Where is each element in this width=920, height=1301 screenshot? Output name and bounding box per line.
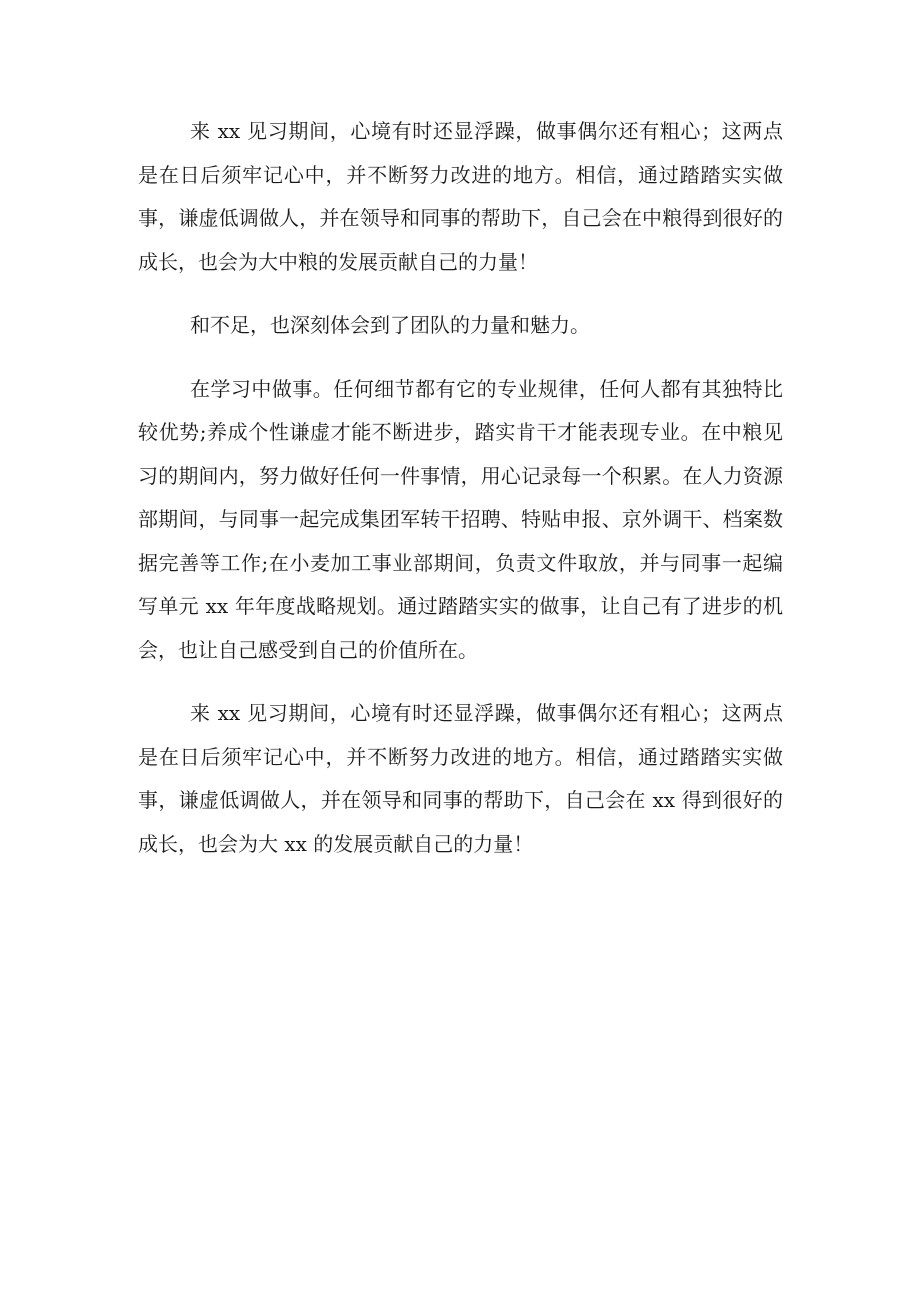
paragraph-4: 来 xx 见习期间，心境有时还显浮躁，做事偶尔还有粗心；这两点是在日后须牢记心中，并不断努力改进的地方。相信，通过踏踏实实做事，谦虚低调做人，并在领导和同事的帮助下，自己会在 xx 得到很好的成长，也会为大 xx 的发展贡献自己的力量！ xyxy=(138,701,783,856)
document-body xyxy=(138,110,783,866)
paragraph-3: 在学习中做事。任何细节都有它的专业规律，任何人都有其独特比较优势;养成个性谦虚才能不断进步，踏实肯干才能表现专业。在中粮见习的期间内，努力做好任何一件事情，用心记录每一个积累。在人力资源部期间，与同事一起完成集团军转干招聘、特贴申报、京外调干、档案数据完善等工作;在小麦加工事业部期间，负责文件取放，并与同事一起编写单元 xx 年年度战略规划。通过踏踏实实的做事，让自己有了进步的机会，也让自己感受到自己的价值所在。 xyxy=(138,376,783,662)
paragraph-1: 来 xx 见习期间，心境有时还显浮躁，做事偶尔还有粗心；这两点是在日后须牢记心中，并不断努力改进的地方。相信，通过踏踏实实做事，谦虚低调做人，并在领导和同事的帮助下，自己会在中粮得到很好的成长，也会为大中粮的发展贡献自己的力量！ xyxy=(138,119,783,274)
paragraph-2: 和不足，也深刻体会到了团队的力量和魅力。 xyxy=(190,313,590,337)
